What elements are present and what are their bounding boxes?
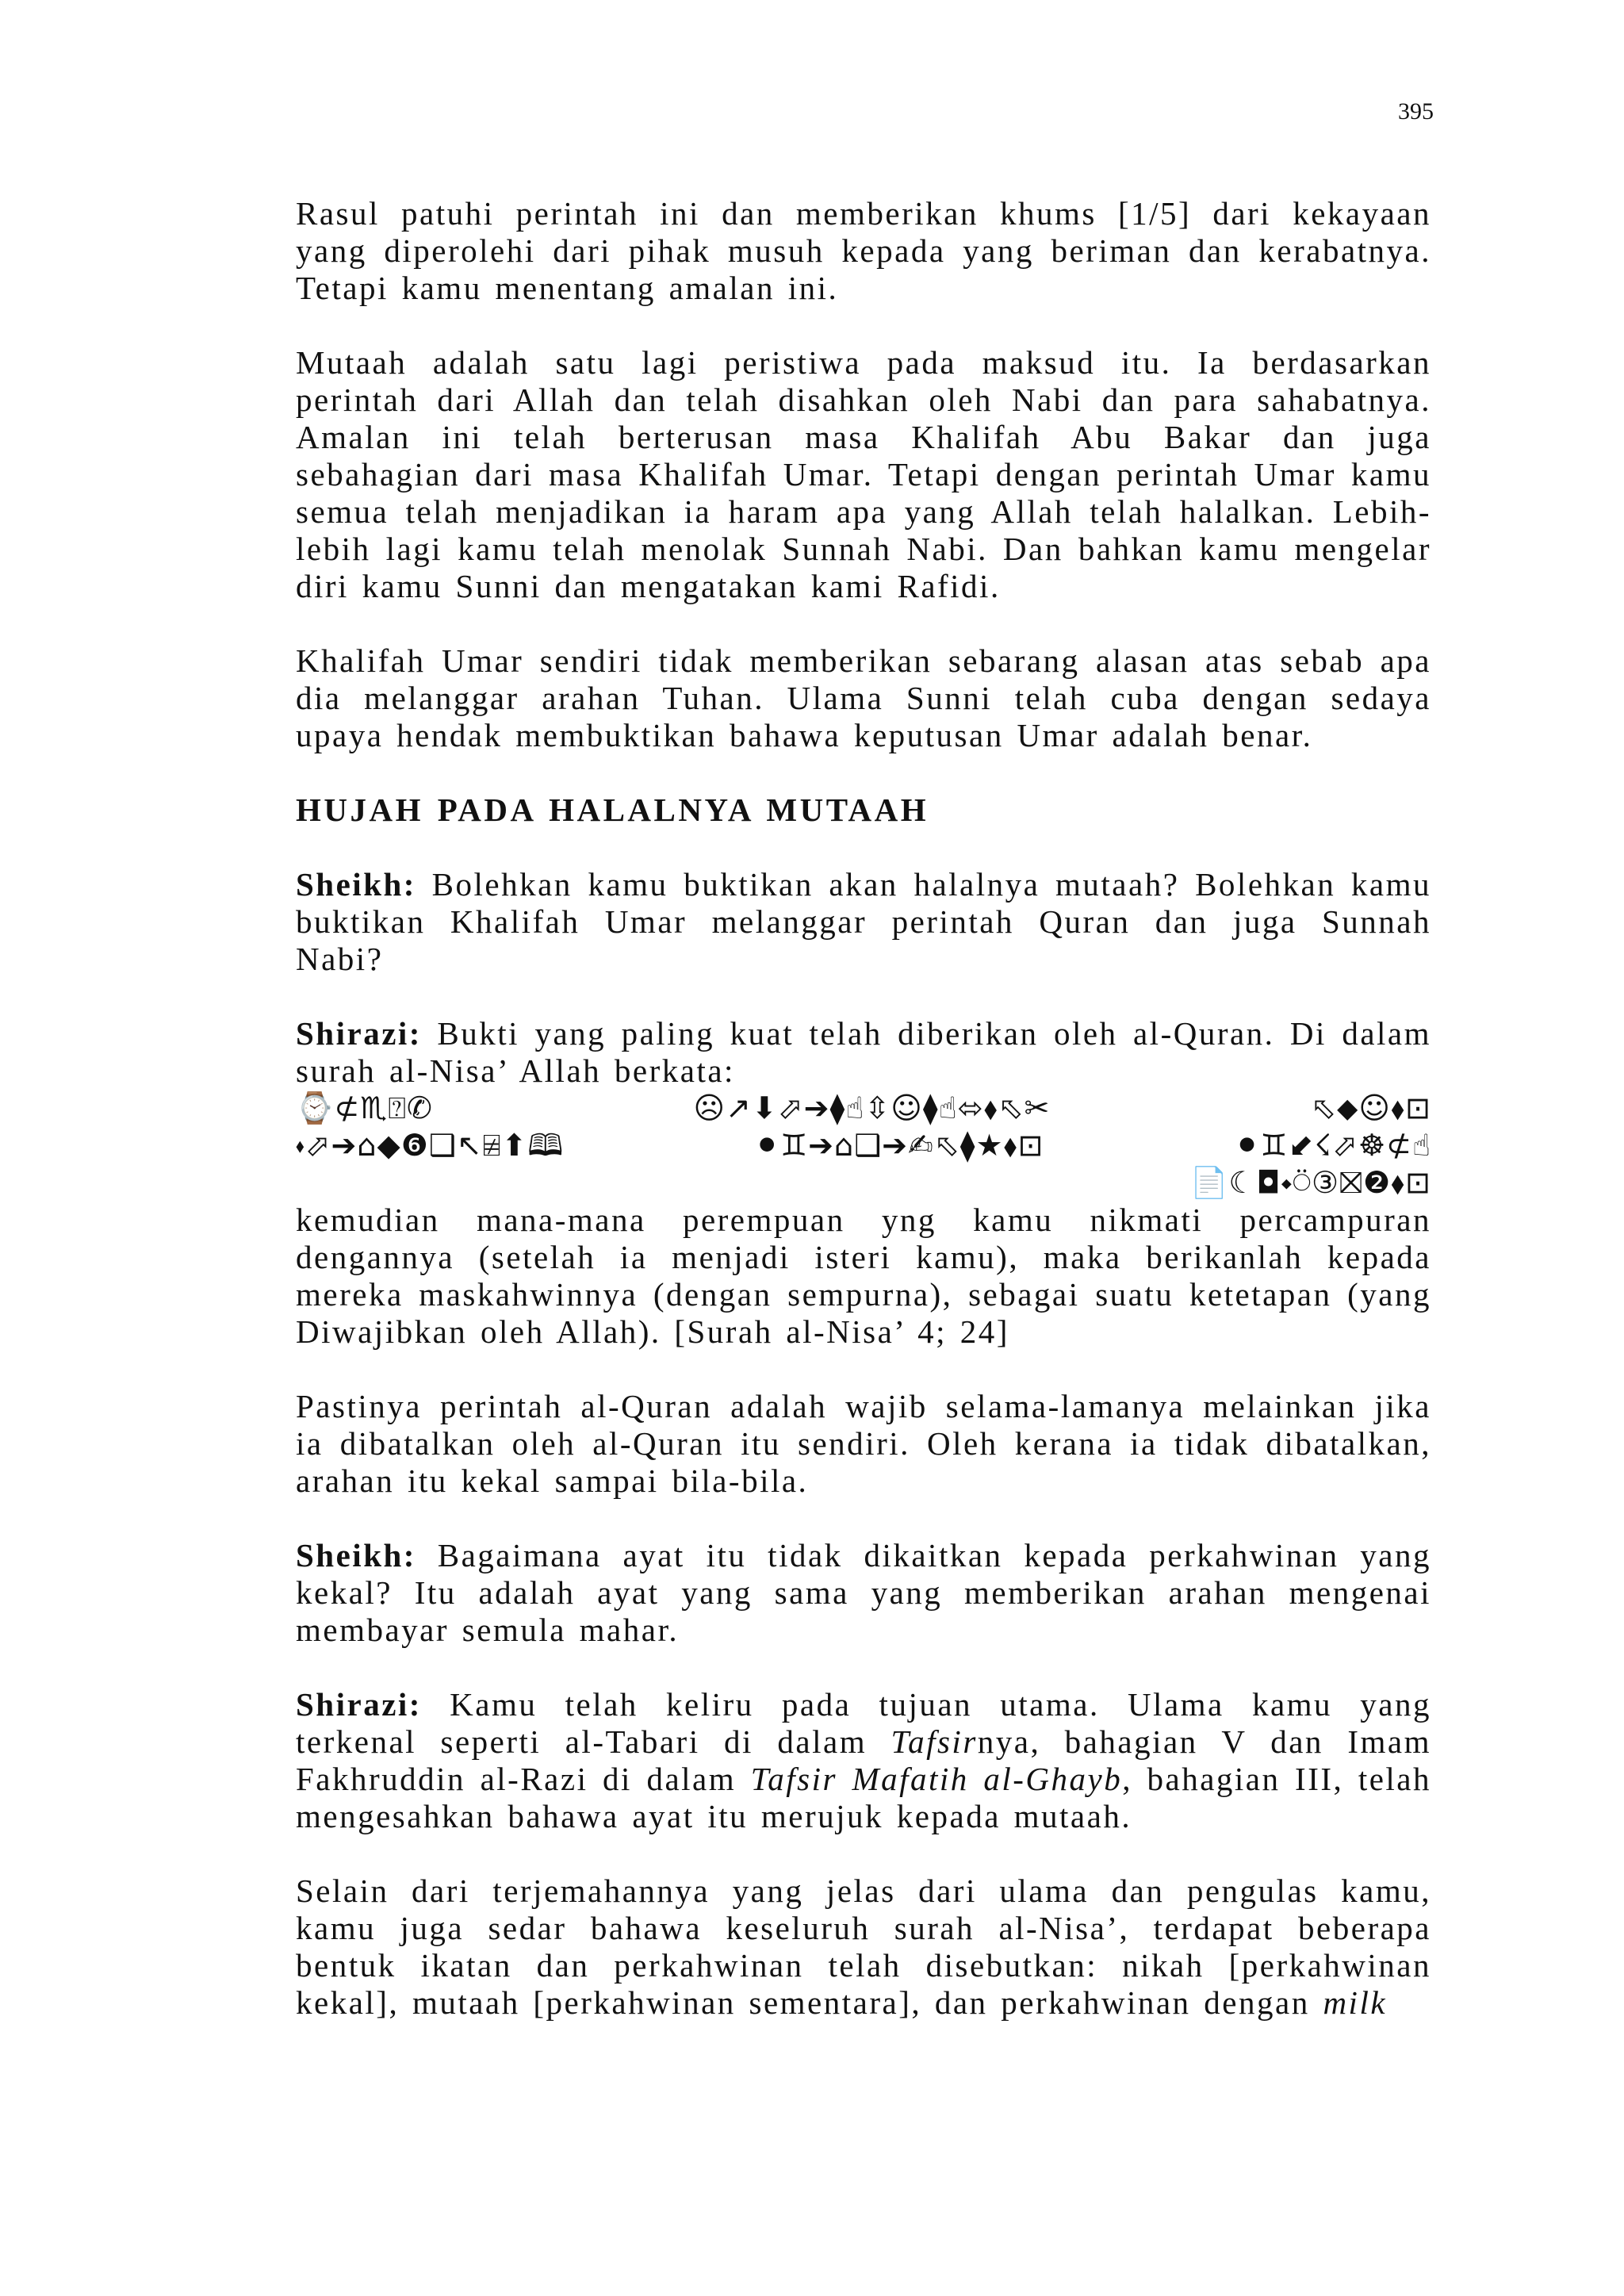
verse-glyphs: ⌚⊄♏⍰✆ — [296, 1091, 433, 1125]
dialogue-sheikh-2 — [296, 1537, 1431, 1649]
section-heading: HUJAH PADA HALALNYA MUTAAH — [296, 792, 929, 828]
dialogue-text: Kamu telah keliru pada tujuan utama. Ulama kamu yang terkenal seperti al-Tabari di dalam — [296, 1686, 1431, 1760]
verse-line-3 — [296, 1164, 1431, 1202]
dialogue-text: Bagaimana ayat itu tidak dikaitkan kepada perkahwinan yang kekal? Itu adalah ayat yang sama yang memberikan arahan mengenai membayar semula mahar. — [296, 1537, 1431, 1648]
speaker-label: Shirazi: — [296, 1015, 422, 1052]
dialogue-shirazi-2 — [296, 1686, 1431, 1835]
dialogue-text: Bolehkan kamu buktikan akan halalnya mutaah? Bolehkan kamu buktikan Khalifah Umar melanggar perintah Quran dan juga Sunnah Nabi? — [296, 866, 1431, 977]
paragraph-khums: Rasul patuhi perintah ini dan memberikan khums [1/5] dari kekayaan yang diperolehi dari pihak musuh kepada yang beriman dan kerabatnya. Tetapi kamu menentang amalan ini. — [296, 195, 1431, 306]
italic-term: milk — [1323, 1984, 1388, 2021]
dialogue-text: Bukti yang paling kuat telah diberikan oleh al-Quran. Di dalam surah al-Nisa’ Allah berkata: — [296, 1015, 1431, 1089]
paragraph-marriage-forms — [296, 1872, 1431, 2022]
speaker-label: Sheikh: — [296, 866, 416, 903]
dialogue-text: nya, bahagian V dan Imam Fakhruddin al-Razi di dalam — [296, 1723, 1432, 1797]
speaker-label: Shirazi: — [296, 1686, 422, 1723]
verse-glyphs: ⬁⬥☺⬧⊡ — [1310, 1091, 1431, 1125]
paragraph-text: Selain dari terjemahannya yang jelas dari ulama dan pengulas kamu, kamu juga sedar bahawa keseluruh surah al-Nisa’, terdapat beberapa bentuk ikatan dan perkahwinan telah disebutkan: nikah [perkahwinan kekal], mutaah [perkahwinan sementara], dan perkahwinan dengan — [296, 1872, 1431, 2021]
page-content — [296, 195, 1431, 2022]
verse-line-1 — [296, 1090, 1431, 1127]
speaker-label: Sheikh: — [296, 1537, 416, 1573]
dialogue-shirazi-1 — [296, 1015, 1431, 1090]
verse-glyphs: ☹↗⬇⬀➔⧫☝⇳☺⧫☝⬄⬧⬁✂ — [693, 1091, 1051, 1125]
book-title: Tafsir Mafatih al-Ghayb — [750, 1761, 1123, 1797]
dialogue-text: , bahagian III, telah mengesahkan bahawa ayat itu merujuk kepada mutaah. — [296, 1761, 1431, 1834]
paragraph-khalifah-umar: Khalifah Umar sendiri tidak memberikan sebarang alasan atas sebab apa dia melanggar arahan Tuhan. Ulama Sunni telah cuba dengan sedaya upaya hendak membuktikan bahawa keputusan Umar adalah benar. — [296, 642, 1431, 753]
paragraph-quran-command: Pastinya perintah al-Quran adalah wajib selama-lamanya melainkan jika ia dibatalkan oleh al-Quran itu sendiri. Oleh kerana ia tidak dibatalkan, arahan itu kekal sampai bila-bila. — [296, 1388, 1431, 1499]
dialogue-sheikh-1 — [296, 866, 1431, 978]
book-title: Tafsir — [891, 1723, 978, 1760]
verse-translation: kemudian mana-mana perempuan yng kamu nikmati percampuran dengannya (setelah ia menjadi isteri kamu), maka berikanlah kepada mereka maskahwinnya (dengan sempurna), sebagai suatu ketetapan (yang Diwajibkan oleh Allah). [Surah al-Nisa’ 4; 24] — [296, 1202, 1431, 1350]
paragraph-mutaah: Mutaah adalah satu lagi peristiwa pada maksud itu. Ia berdasarkan perintah dari Allah dan telah disahkan oleh Nabi dan para sahabatnya. Amalan ini telah berterusan masa Khalifah Abu Bakar dan juga sebahagian dari masa Khalifah Umar. Tetapi dengan perintah Umar kamu semua telah menjadikan ia haram apa yang Allah telah halalkan. Lebih-lebih lagi kamu telah menolak Sunnah Nabi. Dan bahkan kamu mengelar diri kamu Sunni dan mengatakan kami Rafidi. — [296, 344, 1431, 604]
verse-glyphs: ⬪⬀➔⌂◆❻❑↖⍯⬆🕮 — [296, 1128, 565, 1163]
quran-verse-glyphs — [296, 1090, 1431, 1202]
verse-glyphs: ⚫♊➔⌂❑➔✍⬁⧫★⬧⊡ — [754, 1128, 1044, 1163]
verse-glyphs: ⚫♊⬋☇⬀☸⊄☝ — [1234, 1128, 1431, 1163]
page-number: 395 — [1398, 98, 1434, 125]
verse-line-2 — [296, 1127, 1431, 1164]
verse-glyphs: 📄☾◘⬩⍥③⛝❷⬧⊡ — [1190, 1165, 1431, 1200]
